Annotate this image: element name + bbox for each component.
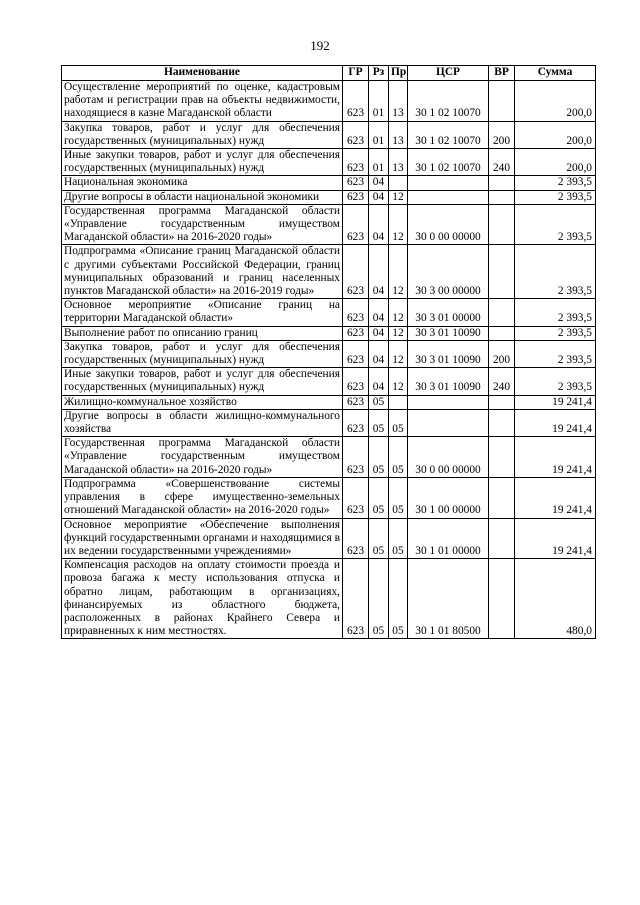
table-row: [62, 190, 596, 204]
page-number: 192: [310, 38, 330, 53]
cell-rz: 05: [369, 518, 389, 559]
cell-pr: 05: [389, 477, 408, 518]
cell-pr: 12: [389, 340, 408, 367]
cell-vr: [489, 395, 515, 409]
cell-name: Закупка товаров, работ и услуг для обеспечения государственных (муниципальных) нужд: [62, 121, 343, 148]
cell-pr: 12: [389, 245, 408, 299]
cell-gr: 623: [343, 477, 369, 518]
cell-sum: 200,0: [515, 149, 596, 176]
cell-name: Выполнение работ по описанию границ: [62, 326, 343, 340]
cell-vr: 200: [489, 340, 515, 367]
cell-vr: [489, 437, 515, 478]
cell-vr: [489, 409, 515, 436]
cell-csr: [408, 395, 489, 409]
cell-pr: 05: [389, 518, 408, 559]
cell-rz: 04: [369, 340, 389, 367]
cell-name: Государственная программа Магаданской области «Управление государственным имуществом Магаданской области» на 2016-2020 годы»: [62, 204, 343, 245]
cell-name: Закупка товаров, работ и услуг для обеспечения государственных (муниципальных) нужд: [62, 340, 343, 367]
cell-name: Иные закупки товаров, работ и услуг для обеспечения государственных (муниципальных) нужд: [62, 368, 343, 395]
cell-csr: 30 3 01 10090: [408, 368, 489, 395]
cell-name: Основное мероприятие «Обеспечение выполнения функций государственными органами и находящимися в их ведении государственными учреждениями»: [62, 518, 343, 559]
cell-gr: 623: [343, 395, 369, 409]
cell-sum: 19 241,4: [515, 395, 596, 409]
cell-gr: 623: [343, 437, 369, 478]
cell-gr: 623: [343, 121, 369, 148]
header-row: [62, 66, 596, 81]
cell-csr: 30 1 02 10070: [408, 121, 489, 148]
cell-vr: [489, 559, 515, 639]
cell-gr: 623: [343, 176, 369, 190]
cell-pr: 13: [389, 81, 408, 122]
cell-sum: 200,0: [515, 121, 596, 148]
cell-gr: 623: [343, 409, 369, 436]
cell-name: Подпрограмма «Совершенствование системы управления в сфере имущественно-земельных отношений Магаданской области» на 2016-2020 годы»: [62, 477, 343, 518]
cell-name: Государственная программа Магаданской области «Управление государственным имуществом Магаданской области» на 2016-2020 годы»: [62, 437, 343, 478]
cell-sum: 2 393,5: [515, 245, 596, 299]
cell-csr: 30 1 00 00000: [408, 477, 489, 518]
cell-csr: [408, 409, 489, 436]
cell-gr: 623: [343, 326, 369, 340]
cell-gr: 623: [343, 245, 369, 299]
cell-csr: 30 3 00 00000: [408, 245, 489, 299]
table-row: [62, 477, 596, 518]
cell-vr: 240: [489, 149, 515, 176]
cell-pr: 05: [389, 409, 408, 436]
cell-pr: 12: [389, 299, 408, 326]
cell-rz: 04: [369, 245, 389, 299]
cell-name: Жилищно-коммунальное хозяйство: [62, 395, 343, 409]
cell-rz: 05: [369, 559, 389, 639]
table-row: [62, 326, 596, 340]
cell-rz: 05: [369, 395, 389, 409]
cell-csr: [408, 190, 489, 204]
cell-vr: 200: [489, 121, 515, 148]
cell-pr: 12: [389, 368, 408, 395]
table-row: [62, 409, 596, 436]
table-row: [62, 204, 596, 245]
header-vr: ВР: [489, 66, 515, 81]
cell-rz: 04: [369, 368, 389, 395]
cell-pr: 12: [389, 204, 408, 245]
table-row: [62, 518, 596, 559]
cell-gr: 623: [343, 299, 369, 326]
cell-vr: [489, 477, 515, 518]
cell-pr: 13: [389, 121, 408, 148]
header-gr: ГР: [343, 66, 369, 81]
table-row: [62, 368, 596, 395]
cell-rz: 04: [369, 299, 389, 326]
cell-csr: 30 0 00 00000: [408, 437, 489, 478]
cell-sum: 2 393,5: [515, 326, 596, 340]
cell-csr: [408, 176, 489, 190]
cell-vr: [489, 299, 515, 326]
cell-rz: 04: [369, 190, 389, 204]
cell-csr: 30 1 01 00000: [408, 518, 489, 559]
table-row: [62, 299, 596, 326]
cell-name: Национальная экономика: [62, 176, 343, 190]
cell-sum: 2 393,5: [515, 176, 596, 190]
cell-pr: [389, 395, 408, 409]
cell-rz: 04: [369, 326, 389, 340]
cell-pr: [389, 176, 408, 190]
cell-pr: 12: [389, 326, 408, 340]
header-sum: Сумма: [515, 66, 596, 81]
cell-gr: 623: [343, 340, 369, 367]
budget-table: [61, 65, 596, 639]
cell-vr: [489, 190, 515, 204]
cell-name: Основное мероприятие «Описание границ на территории Магаданской области»: [62, 299, 343, 326]
cell-csr: 30 0 00 00000: [408, 204, 489, 245]
cell-sum: 2 393,5: [515, 368, 596, 395]
cell-name: Компенсация расходов на оплату стоимости проезда и провоза багажа к месту использования отпуска и обратно лицам, работающим в организациях, финансируемых из областного бюджета, расположенных в районах Крайнего Севера и приравненных к ним местностях.: [62, 559, 343, 639]
cell-rz: 01: [369, 81, 389, 122]
cell-rz: 05: [369, 477, 389, 518]
cell-name: Иные закупки товаров, работ и услуг для обеспечения государственных (муниципальных) нужд: [62, 149, 343, 176]
cell-sum: 480,0: [515, 559, 596, 639]
cell-csr: 30 3 01 10090: [408, 340, 489, 367]
cell-rz: 04: [369, 176, 389, 190]
cell-pr: 13: [389, 149, 408, 176]
table-row: [62, 121, 596, 148]
table-row: [62, 395, 596, 409]
cell-rz: 01: [369, 121, 389, 148]
cell-sum: 2 393,5: [515, 204, 596, 245]
table-row: [62, 176, 596, 190]
cell-gr: 623: [343, 190, 369, 204]
cell-sum: 19 241,4: [515, 409, 596, 436]
cell-gr: 623: [343, 559, 369, 639]
cell-csr: 30 1 02 10070: [408, 81, 489, 122]
cell-gr: 623: [343, 518, 369, 559]
table-row: [62, 149, 596, 176]
cell-gr: 623: [343, 149, 369, 176]
cell-csr: 30 1 02 10070: [408, 149, 489, 176]
cell-sum: 19 241,4: [515, 518, 596, 559]
cell-name: Другие вопросы в области жилищно-коммунального хозяйства: [62, 409, 343, 436]
cell-vr: [489, 204, 515, 245]
header-name: Наименование: [62, 66, 343, 81]
cell-name: Осуществление мероприятий по оценке, кадастровым работам и регистрации прав на объекты недвижимости, находящиеся в казне Магаданской области: [62, 81, 343, 122]
cell-vr: [489, 518, 515, 559]
cell-sum: 2 393,5: [515, 299, 596, 326]
cell-gr: 623: [343, 368, 369, 395]
cell-gr: 623: [343, 204, 369, 245]
cell-csr: 30 3 01 00000: [408, 299, 489, 326]
cell-name: Подпрограмма «Описание границ Магаданской области с другими субъектами Российской Федерации, границ муниципальных образований и границ населенных пунктов Магаданской области» на 2016-2019 годы»: [62, 245, 343, 299]
cell-rz: 05: [369, 409, 389, 436]
table-row: [62, 81, 596, 122]
table-row: [62, 340, 596, 367]
cell-vr: 240: [489, 368, 515, 395]
cell-vr: [489, 81, 515, 122]
cell-pr: 05: [389, 559, 408, 639]
table-row: [62, 437, 596, 478]
header-pr: Пр: [389, 66, 408, 81]
cell-vr: [489, 326, 515, 340]
table-row: [62, 245, 596, 299]
header-csr: ЦСР: [408, 66, 489, 81]
cell-sum: 200,0: [515, 81, 596, 122]
cell-sum: 2 393,5: [515, 190, 596, 204]
cell-rz: 01: [369, 149, 389, 176]
cell-sum: 19 241,4: [515, 477, 596, 518]
cell-vr: [489, 245, 515, 299]
cell-vr: [489, 176, 515, 190]
cell-name: Другие вопросы в области национальной экономики: [62, 190, 343, 204]
cell-pr: 12: [389, 190, 408, 204]
cell-gr: 623: [343, 81, 369, 122]
cell-rz: 04: [369, 204, 389, 245]
cell-rz: 05: [369, 437, 389, 478]
header-rz: Рз: [369, 66, 389, 81]
cell-sum: 19 241,4: [515, 437, 596, 478]
cell-csr: 30 3 01 10090: [408, 326, 489, 340]
table-row: [62, 559, 596, 639]
cell-csr: 30 1 01 80500: [408, 559, 489, 639]
cell-sum: 2 393,5: [515, 340, 596, 367]
cell-pr: 05: [389, 437, 408, 478]
